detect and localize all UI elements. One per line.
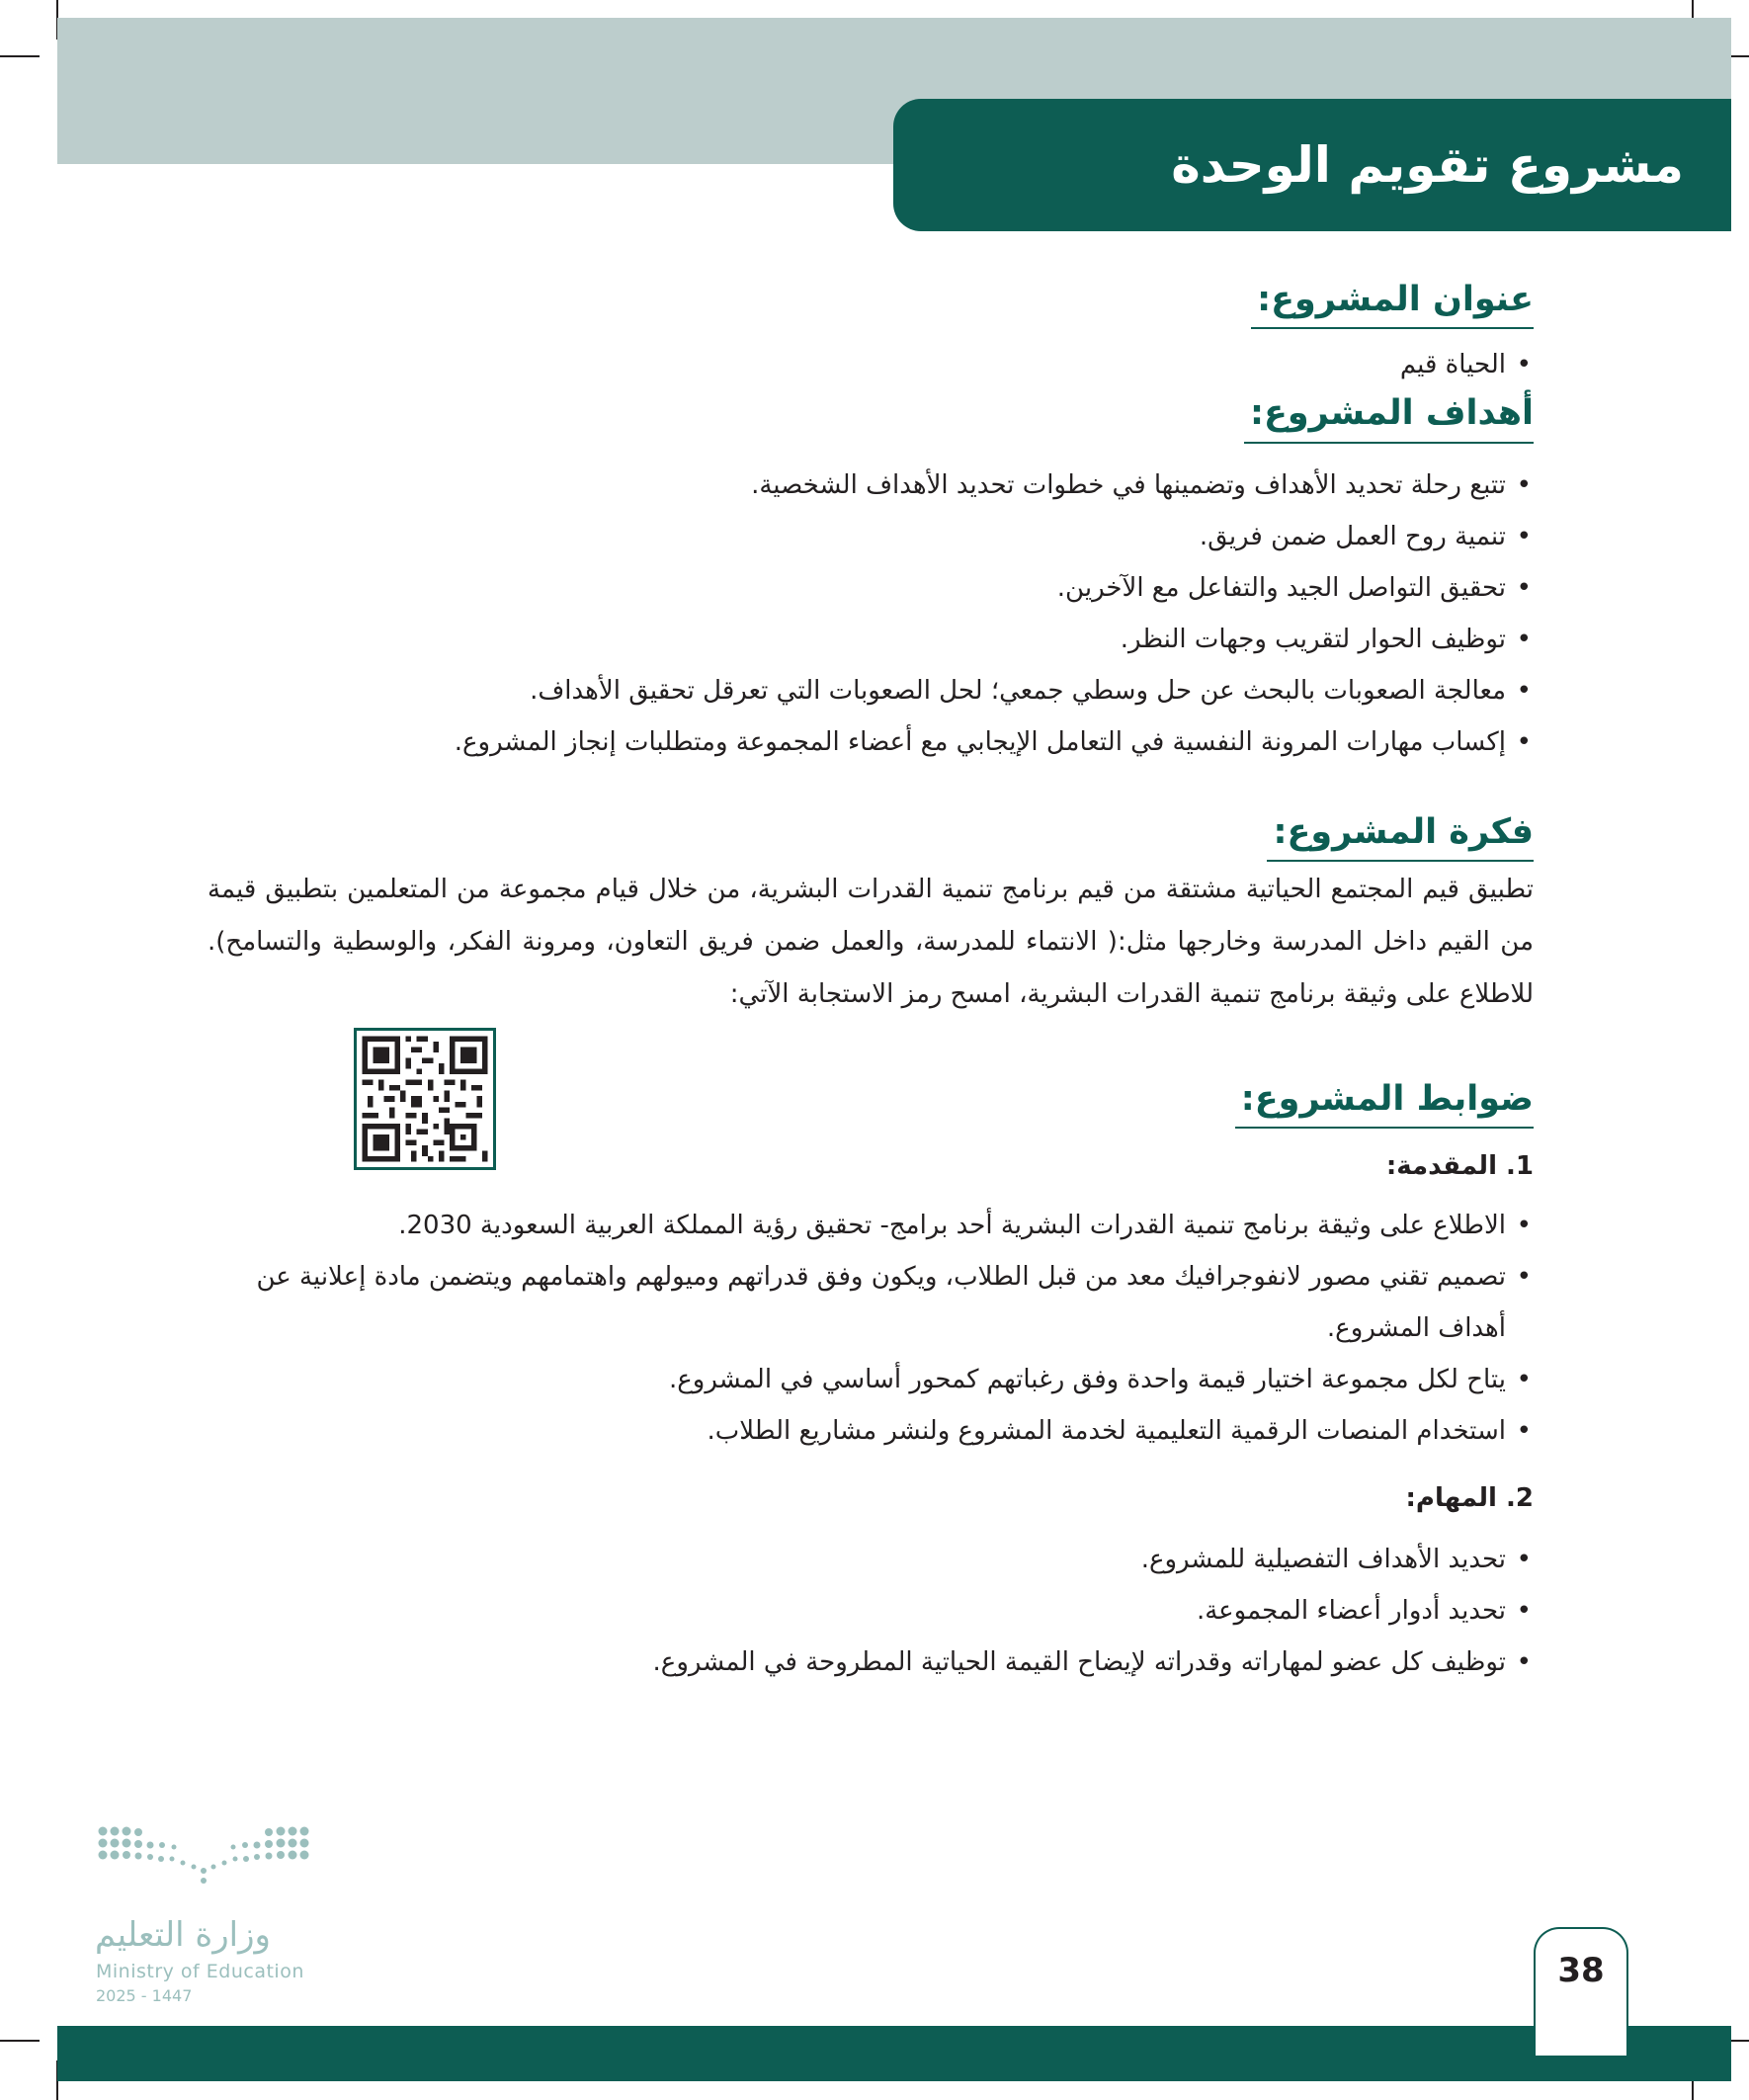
crop-mark [0, 2040, 40, 2042]
ministry-logo-english: Ministry of Education [96, 1961, 304, 1982]
ministry-logo-icon [95, 1823, 322, 1912]
list-item: • معالجة الصعوبات بالبحث عن حل وسطي جمعي؛ لحل الصعوبات التي تعرقل تحقيق الأهداف. [208, 665, 1534, 716]
page-number: 38 [1557, 1951, 1605, 1990]
goals-heading: أهداف المشروع: [1244, 390, 1534, 443]
list-item: • توظيف كل عضو لمهاراته وقدراته لإيضاح القيمة الحياتية المطروحة في المشروع. [208, 1637, 1534, 1688]
list-item: • تتبع رحلة تحديد الأهداف وتضمينها في خطوات تحديد الأهداف الشخصية. [208, 460, 1534, 511]
idea-heading: فكرة المشروع: [1267, 809, 1534, 862]
list-item: • يتاح لكل مجموعة اختيار قيمة واحدة وفق رغباتهم كمحور أساسي في المشروع. [208, 1354, 1534, 1405]
page-number-tab [1534, 1927, 1628, 2056]
list-item: • الاطلاع على وثيقة برنامج تنمية القدرات البشرية أحد برامج- تحقيق رؤية المملكة العربية السعودية 2030. [208, 1200, 1534, 1251]
ministry-logo-year: 2025 - 1447 [96, 1986, 193, 2005]
project-title-heading: عنوان المشروع: [1251, 277, 1534, 329]
section-header [208, 277, 1534, 329]
list-item: • توظيف الحوار لتقريب وجهات النظر. [208, 614, 1534, 665]
list-item: • تحديد أدوار أعضاء المجموعة. [208, 1585, 1534, 1637]
footer-band [57, 2026, 1731, 2081]
page-title: مشروع تقويم الوحدة [1171, 136, 1684, 194]
list-item: • استخدام المنصات الرقمية التعليمية لخدمة المشروع ولنشر مشاريع الطلاب. [208, 1405, 1534, 1457]
tasks-heading: 2. المهام: [1405, 1483, 1534, 1513]
project-title-list [208, 339, 1534, 390]
goals-list [208, 460, 1534, 768]
rules-heading: ضوابط المشروع: [1235, 1076, 1534, 1129]
list-item: • تحديد الأهداف التفصيلية للمشروع. [208, 1534, 1534, 1585]
list-item: • تحقيق التواصل الجيد والتفاعل مع الآخرين. [208, 562, 1534, 614]
section-header [208, 390, 1534, 443]
intro-heading: 1. المقدمة: [1385, 1151, 1534, 1181]
main-content [208, 277, 1534, 1688]
idea-paragraph: تطبيق قيم المجتمع الحياتية مشتقة من قيم برنامج تنمية القدرات البشرية، من خلال قيام مجموعة من المتعلمين بتطبيق قيمة من القيم داخل المدرسة وخارجها مثل:( الانتماء للمدرسة، والعمل ضمن فريق التعاون، ومرونة الفكر، والوسطية والتسامح). للاطلاع على وثيقة برنامج تنمية القدرات البشرية، امسح رمز الاستجابة الآتي: [208, 874, 1534, 1009]
list-item: • تصميم تقني مصور لانفوجرافيك معد من قبل الطلاب، ويكون وفق قدراتهم وميولهم واهتمامهم ويتضمن مادة إعلانية عن أهداف المشروع. [208, 1251, 1534, 1354]
list-item: • إكساب مهارات المرونة النفسية في التعامل الإيجابي مع أعضاء المجموعة ومتطلبات إنجاز المشروع. [208, 716, 1534, 768]
title-banner [893, 99, 1731, 231]
section-header [208, 809, 1534, 862]
qr-code[interactable] [354, 1028, 496, 1170]
crop-mark [0, 55, 40, 57]
list-item: • تنمية روح العمل ضمن فريق. [208, 511, 1534, 562]
list-item: • الحياة قيم [208, 339, 1534, 390]
intro-list [208, 1200, 1534, 1457]
ministry-logo-arabic: وزارة التعليم [95, 1915, 271, 1955]
tasks-list [208, 1534, 1534, 1688]
